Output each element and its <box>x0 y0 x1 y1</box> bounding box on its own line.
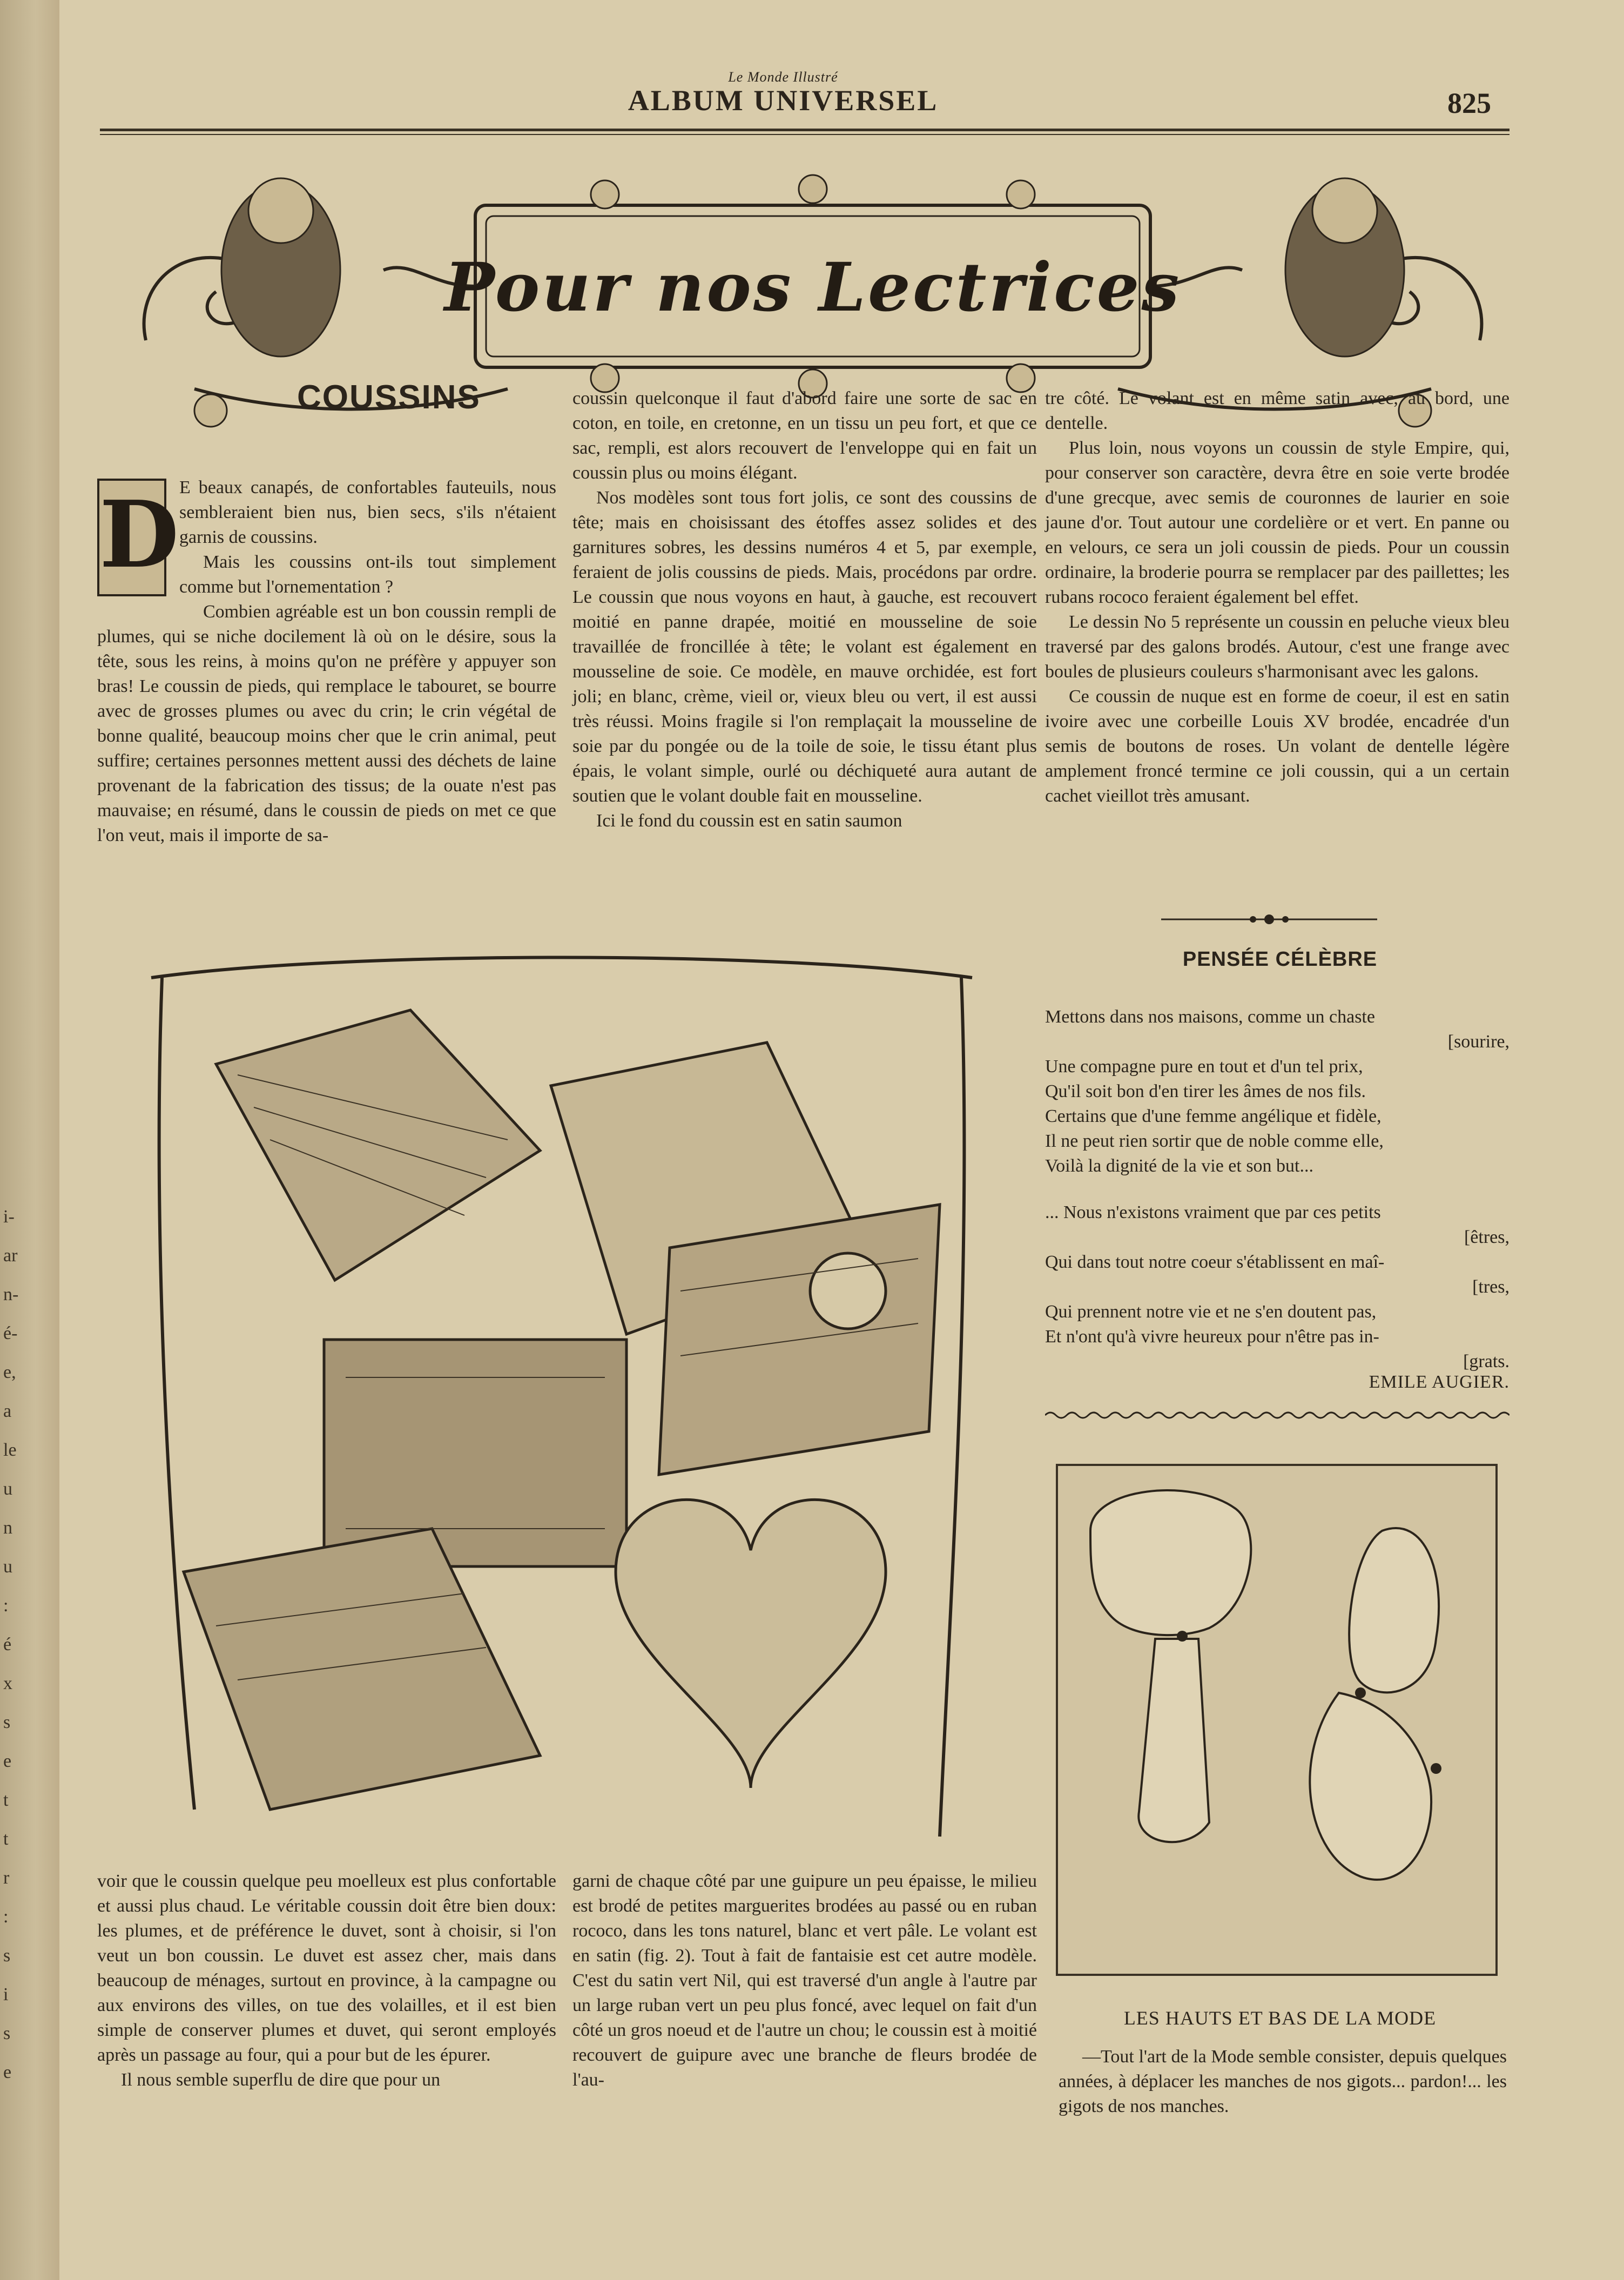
gutter-fragment: e <box>3 2062 12 2082</box>
gutter-fragment: e, <box>3 1362 16 1382</box>
drop-cap: D <box>97 479 166 596</box>
header-rule <box>100 129 1510 131</box>
pensee-title: PENSÉE CÉLÈBRE <box>1182 948 1378 971</box>
gutter-fragment: s <box>3 2023 11 2043</box>
mode-paragraph: —Tout l'art de la Mode semble consister, depuis quelques années, à déplacer les manches de nos gigots... pardon!... les gigots de nos manches. <box>1059 2047 1507 2116</box>
banner-title: Pour nos Lectrices <box>444 248 1182 327</box>
poem-line: ... Nous n'existons vraiment que par ces petits <box>1045 1202 1381 1222</box>
article-paragraph: Le dessin No 5 représente un coussin en peluche vieux bleu traversé par des galons brodés. Autour, c'est une frange avec boules de plusieurs couleurs s'harmonisant avec les galons. <box>1045 612 1510 682</box>
article-paragraph: E beaux canapés, de confortables fauteuils, nous sembleraient bien nus, bien secs, s'ils n'étaient garnis de coussins. <box>179 477 556 547</box>
mode-text <box>1059 2044 1507 2119</box>
article-paragraph: Ici le fond du coussin est en satin saumon <box>596 811 902 831</box>
gutter-fragment: le <box>3 1440 17 1460</box>
article-title: COUSSINS <box>297 379 481 416</box>
article-paragraph: Ce coussin de nuque est en forme de coeur, il est en satin ivoire avec une corbeille Louis XV brodée, encadrée d'un semis de boutons de roses. Un volant de dentelle légère amplement froncé termine ce joli coussin, qui a un certain cachet vieillot très amusant. <box>1045 687 1510 806</box>
gutter-fragment: a <box>3 1401 12 1421</box>
gutter-fragment: n <box>3 1518 12 1538</box>
article-col1-bottom <box>97 1869 556 2139</box>
article-paragraph: voir que le coussin quelque peu moelleux est plus confortable et aussi plus chaud. Le véritable coussin doit être bien doux: les plumes, et de préférence le duvet, sont à choisir, si l'on veut un bon coussin. Le duvet est assez cher, mais dans beaucoup de ménages, surtout en province, à la campagne ou aux environs des villes, on tue des volailles, et il est bien simple de conserver plumes et duvet, qui seront employés après un passage au four, qui a pour but de les épurer. <box>97 1871 556 2065</box>
header-rule-thin <box>100 134 1510 135</box>
gutter-fragment: : <box>3 1596 9 1616</box>
poem-line: Qu'il soit bon d'en tirer les âmes de nos fils. <box>1045 1081 1366 1101</box>
gutter-fragment: n- <box>3 1284 19 1304</box>
article-paragraph: Il nous semble superflu de dire que pour un <box>121 2070 441 2090</box>
article-paragraph: tre côté. Le volant est en même satin avec, au bord, une dentelle. <box>1045 388 1510 433</box>
article-paragraph: Mais les coussins ont-ils tout simplement comme but l'ornementation ? <box>179 552 556 597</box>
pensee-author: EMILE AUGIER. <box>1369 1372 1510 1392</box>
gutter-fragment: x <box>3 1673 12 1693</box>
gutter-fragment: i <box>3 1985 9 2005</box>
mode-title: LES HAUTS ET BAS DE LA MODE <box>1123 2007 1437 2029</box>
article-paragraph: Plus loin, nous voyons un coussin de style Empire, qui, pour conserver son caractère, devra être en soie verte brodée d'une grecque, avec semis de couronnes de laurier en soie jaune d'or. Tout autour une cordelière or et vert. En panne ou en velours, ce sera un joli coussin de pieds. Pour un coussin ordinaire, la broderie pourra se remplacer par des paillettes; les rubans rococo feraient également bel effet. <box>1045 438 1510 607</box>
sleeves-drawing <box>1058 1466 1495 1974</box>
cushions-drawing <box>130 945 994 1853</box>
article-col2-top <box>572 386 1037 905</box>
ornament-divider <box>1161 913 1377 926</box>
cushions-illustration <box>130 945 994 1853</box>
gutter-fragment: u <box>3 1557 12 1577</box>
gutter-fragment: s <box>3 1712 11 1732</box>
poem-line: Qui prennent notre vie et ne s'en doutent pas, <box>1045 1302 1377 1322</box>
journal-title: ALBUM UNIVERSEL <box>628 84 939 117</box>
running-head <box>567 69 999 116</box>
poem-line: [sourire, <box>1447 1032 1510 1052</box>
fashion-sketch <box>1056 1464 1498 1976</box>
page-number: 825 <box>1447 87 1491 119</box>
poem-line: Et n'ont qu'à vivre heureux pour n'être pas in- <box>1045 1327 1379 1347</box>
gutter-fragment: é- <box>3 1323 18 1343</box>
spine-shadow <box>0 0 59 2280</box>
gutter-fragment: u <box>3 1479 12 1499</box>
article-paragraph: Nos modèles sont tous fort jolis, ce sont des coussins de tête; mais en choisissant des étoffes assez solides et des garnitures sobres, les dessins numéros 4 et 5, par exemple, feraient de jolis coussins de pieds. Mais, procédons par ordre. Le coussin que nous voyons en haut, à gauche, est recouvert moitié en panne drapée, moitié en mousseline de soie travaillée de froncillée à tête; le volant est également en mousseline de soie. Ce modèle, en mauve orchidée, est fort joli; en blanc, crème, vieil or, vieux bleu ou vert, il est aussi très réussi. Moins fragile si l'on remplaçait la mousseline de soie par du pongée ou de la toile de soie, le tissu étant plus épais, le volant simple, ourlé ou déchiqueté aura autant de soutien que le volant double fait en mousseline. <box>572 488 1037 806</box>
article-col3-top <box>1045 386 1510 883</box>
gutter-fragment: i- <box>3 1207 15 1227</box>
article-col1-top <box>97 475 556 907</box>
poem-line: Voilà la dignité de la vie et son but... <box>1045 1156 1314 1176</box>
poem-line: Il ne peut rien sortir que de noble comme elle, <box>1045 1131 1384 1151</box>
journal-supertitle: Le Monde Illustré <box>728 69 838 85</box>
gutter-fragment: : <box>3 1907 9 1927</box>
article-paragraph: coussin quelconque il faut d'abord faire une sorte de sac en coton, en toile, en cretonne, en un tissu un peu fort, et que ce sac, rempli, est alors recouvert de l'enveloppe qui en fait un coussin plus ou moins élégant. <box>572 388 1037 483</box>
article-paragraph: garni de chaque côté par une guipure un peu épaisse, le milieu est brodé de petites marguerites brodées au passé ou en ruban rococo, dans les tons naturel, blanc et vert pâle. Le volant est en satin (fig. 2). Tout à fait de fantaisie est cet autre modèle. C'est du satin vert Nil, qui est traversé d'un angle à l'autre par un large ruban vert un peu plus foncé, avec lequel on fait d'un côté un gros noeud et de l'autre un chou; le coussin est à moitié recouvert de guipure avec une branche de fleurs brodée de l'au- <box>572 1871 1037 2090</box>
gutter-fragment: r <box>3 1868 10 1888</box>
poem-line: [tres, <box>1472 1277 1510 1297</box>
gutter-fragment: t <box>3 1829 9 1849</box>
gutter-fragment: s <box>3 1946 11 1966</box>
poem-line: Mettons dans nos maisons, comme un chaste <box>1045 1007 1375 1027</box>
poem-line: Certains que d'une femme angélique et fidèle, <box>1045 1106 1382 1126</box>
article-col2-bottom <box>572 1869 1037 2139</box>
wavy-divider <box>1045 1410 1510 1421</box>
pensee-poem <box>1045 1005 1510 1374</box>
poem-line: [grats. <box>1463 1351 1510 1371</box>
gutter-fragment: ar <box>3 1246 18 1266</box>
gutter-fragment: é <box>3 1635 12 1654</box>
poem-line: Qui dans tout notre coeur s'établissent en maî- <box>1045 1252 1385 1272</box>
gutter-fragment: e <box>3 1751 12 1771</box>
poem-line: [êtres, <box>1464 1227 1510 1247</box>
article-paragraph: Combien agréable est un bon coussin rempli de plumes, qui se niche docilement là où on le désire, sous la tête, sous les reins, à moins qu'on ne préfère y appuyer son bras! Le coussin de pieds, qui remplace le tabouret, se bourre avec de grosses plumes ou avec du crin; le crin végétal de bonne qualité, beaucoup moins cher que le crin animal, peut suffire; certaines personnes mettent aussi des déchets de laine provenant de la fabrication des tissus; de la ouate n'est pas mauvaise; en résumé, dans le coussin de pieds on met ce que l'on veut, mais il importe de sa- <box>97 602 556 845</box>
poem-line: Une compagne pure en tout et d'un tel prix, <box>1045 1057 1363 1077</box>
gutter-fragment: t <box>3 1790 9 1810</box>
